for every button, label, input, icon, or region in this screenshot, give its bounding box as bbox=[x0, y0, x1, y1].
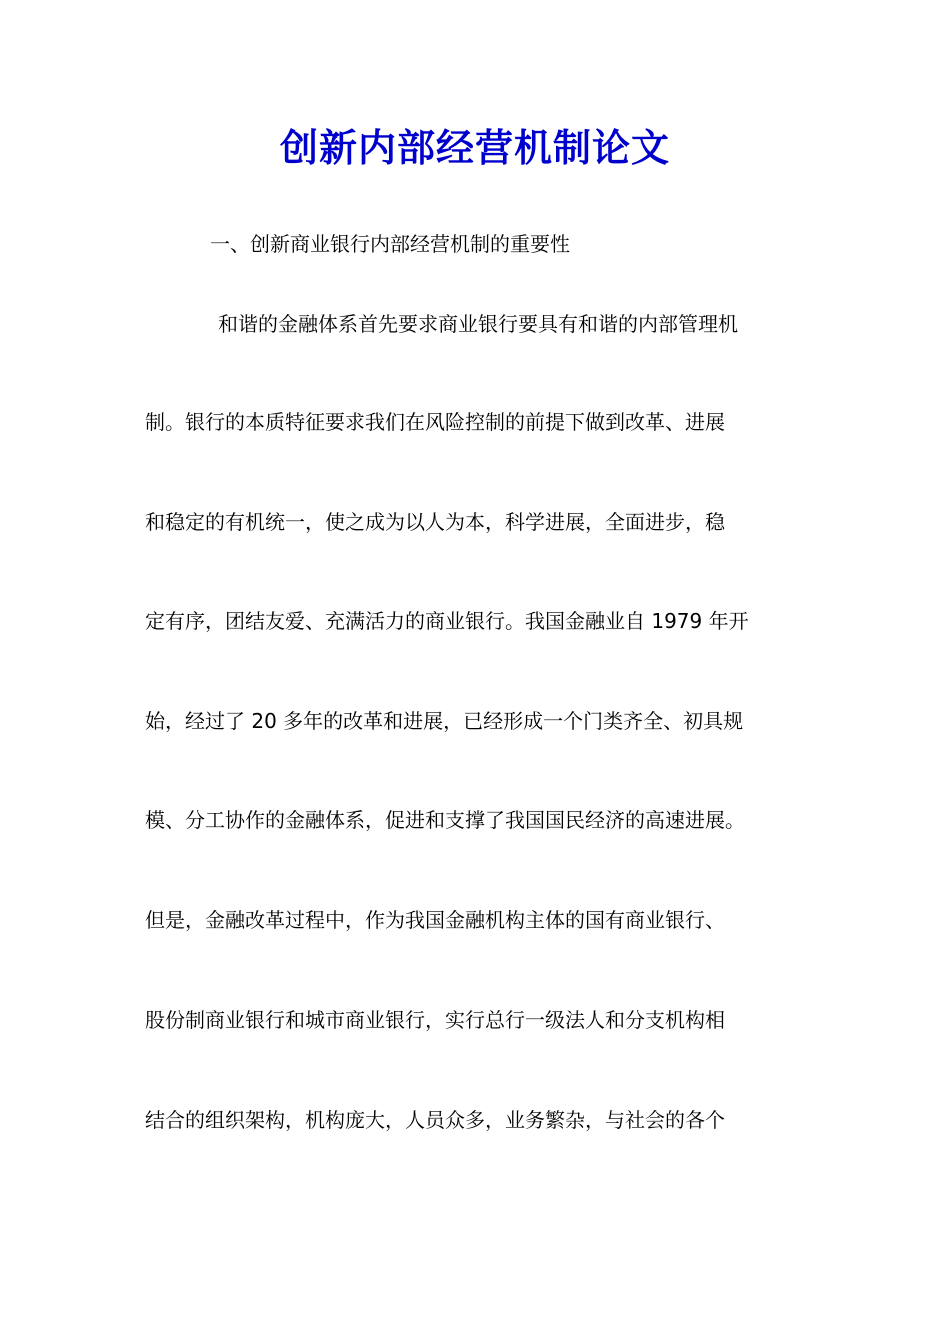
paragraph-line: 模、分工协作的金融体系，促进和支撑了我国国民经济的高速进展。 bbox=[145, 808, 745, 832]
paragraph-line: 结合的组织架构，机构庞大，人员众多，业务繁杂，与社会的各个 bbox=[145, 1108, 725, 1132]
paragraph-line: 制。银行的本质特征要求我们在风险控制的前提下做到改革、进展 bbox=[145, 410, 725, 434]
paragraph-line: 和稳定的有机统一，使之成为以人为本，科学进展，全面进步，稳 bbox=[145, 510, 725, 534]
paragraph-line: 和谐的金融体系首先要求商业银行要具有和谐的内部管理机 bbox=[218, 312, 738, 336]
document-title: 创新内部经营机制论文 bbox=[279, 125, 670, 170]
paragraph-line: 始，经过了 20 多年的改革和进展，已经形成一个门类齐全、初具规 bbox=[145, 709, 744, 733]
paragraph-line: 但是，金融改革过程中，作为我国金融机构主体的国有商业银行、 bbox=[145, 908, 725, 932]
paragraph-line: 定有序，团结友爱、充满活力的商业银行。我国金融业自 1979 年开 bbox=[145, 609, 749, 633]
section-heading: 一、创新商业银行内部经营机制的重要性 bbox=[210, 232, 570, 256]
paragraph-line: 股份制商业银行和城市商业银行，实行总行一级法人和分支机构相 bbox=[145, 1008, 725, 1032]
